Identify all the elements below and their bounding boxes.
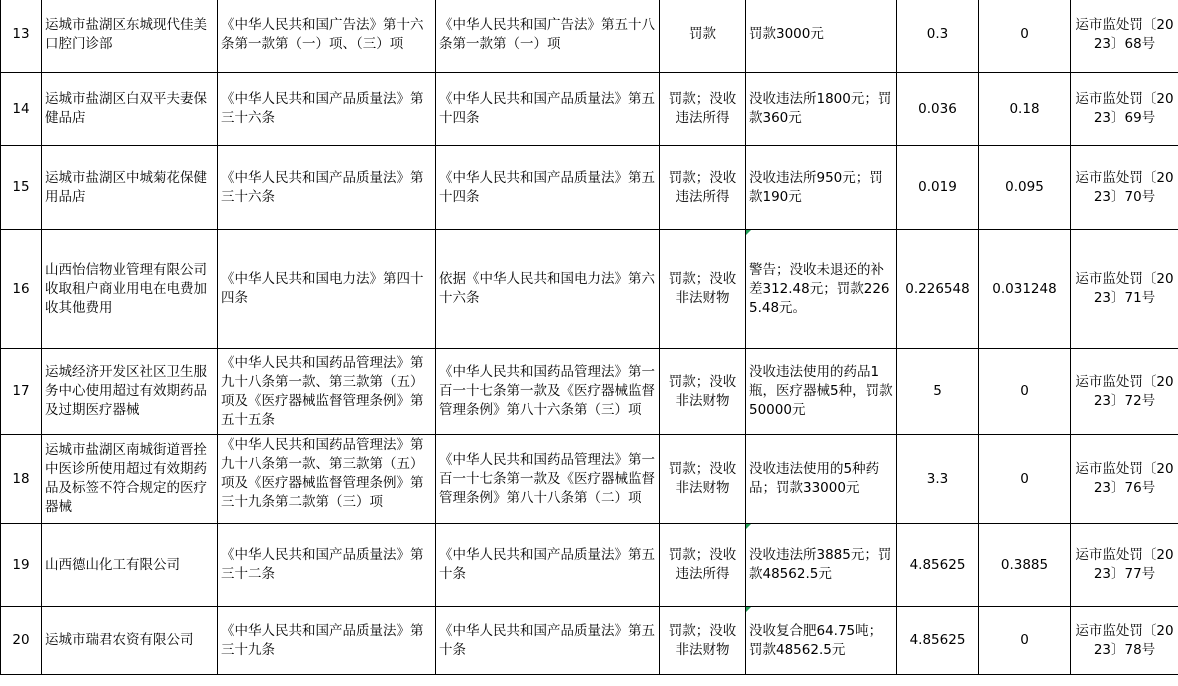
cell-content[interactable]: 没收违法所950元；罚款190元 [746, 146, 897, 230]
cell-fine[interactable]: 0.036 [897, 73, 979, 146]
cell-fine[interactable]: 3.3 [897, 435, 979, 524]
cell-basis[interactable]: 《中华人民共和国电力法》第四十四条 [218, 230, 436, 349]
cell-type[interactable]: 罚款；没收非法财物 [660, 435, 746, 524]
cell-doc-no[interactable]: 运市监处罚〔2023〕69号 [1071, 73, 1178, 146]
cell-fine[interactable]: 5 [897, 349, 979, 435]
cell-confiscated[interactable]: 0.095 [979, 146, 1071, 230]
cell-penalty-basis[interactable]: 依据《中华人民共和国电力法》第六十六条 [436, 230, 660, 349]
table-row [1, 349, 1178, 435]
cell-basis[interactable]: 《中华人民共和国产品质量法》第三十六条 [218, 146, 436, 230]
cell-fine[interactable]: 0.3 [897, 0, 979, 73]
table-row [1, 230, 1178, 349]
table-row [1, 524, 1178, 607]
cell-confiscated[interactable]: 0.031248 [979, 230, 1071, 349]
cell-basis[interactable]: 《中华人民共和国产品质量法》第三十六条 [218, 73, 436, 146]
cell-penalty-basis[interactable]: 《中华人民共和国广告法》第五十八条第一款第（一）项 [436, 0, 660, 73]
cell-basis-text: 《中华人民共和国药品管理法》第九十八条第一款、第三款第（五）项及《医疗器械监督管理条例》第三十九条第二款第（三）项 [221, 437, 424, 510]
cell-type[interactable]: 罚款；没收非法财物 [660, 230, 746, 349]
table-row [1, 435, 1178, 524]
cell-content[interactable]: 没收违法所1800元；罚款360元 [746, 73, 897, 146]
cell-doc-no[interactable]: 运市监处罚〔2023〕78号 [1071, 607, 1178, 675]
cell-type[interactable]: 罚款；没收违法所得 [660, 146, 746, 230]
table-row [1, 607, 1178, 675]
cell-no[interactable]: 15 [1, 146, 42, 230]
cell-no[interactable]: 19 [1, 524, 42, 607]
cell-party[interactable]: 运城市盐湖区白双平夫妻保健品店 [42, 73, 218, 146]
cell-party[interactable]: 运城经济开发区社区卫生服务中心使用超过有效期药品及过期医疗器械 [42, 349, 218, 435]
cell-fine[interactable]: 0.226548 [897, 230, 979, 349]
cell-fine[interactable]: 4.85625 [897, 607, 979, 675]
cell-party[interactable]: 山西怡信物业管理有限公司收取租户商业用电在电费加收其他费用 [42, 230, 218, 349]
cell-party[interactable]: 山西德山化工有限公司 [42, 524, 218, 607]
cell-penalty-basis[interactable]: 《中华人民共和国药品管理法》第一百一十七条第一款及《医疗器械监督管理条例》第八十八条第（二）项 [436, 435, 660, 524]
cell-type[interactable]: 罚款；没收违法所得 [660, 524, 746, 607]
cell-basis[interactable]: 《中华人民共和国产品质量法》第三十二条 [218, 524, 436, 607]
cell-no[interactable]: 14 [1, 73, 42, 146]
cell-fine[interactable]: 4.85625 [897, 524, 979, 607]
cell-doc-no[interactable]: 运市监处罚〔2023〕76号 [1071, 435, 1178, 524]
table-row [1, 73, 1178, 146]
cell-content[interactable]: 没收违法使用的5种药品；罚款33000元 [746, 435, 897, 524]
cell-penalty-basis[interactable]: 《中华人民共和国产品质量法》第五十四条 [436, 146, 660, 230]
cell-penalty-basis[interactable]: 《中华人民共和国产品质量法》第五十条 [436, 607, 660, 675]
cell-doc-no[interactable]: 运市监处罚〔2023〕70号 [1071, 146, 1178, 230]
cell-no[interactable]: 17 [1, 349, 42, 435]
cell-no[interactable]: 20 [1, 607, 42, 675]
cell-type[interactable]: 罚款；没收非法财物 [660, 607, 746, 675]
table-row [1, 146, 1178, 230]
cell-content[interactable]: 没收违法所3885元；罚款48562.5元 [746, 524, 897, 607]
cell-party[interactable]: 运城市瑞君农资有限公司 [42, 607, 218, 675]
cell-content[interactable]: 警告；没收未退还的补差312.48元；罚款2265.48元。 [746, 230, 897, 349]
cell-content[interactable]: 没收违法使用的药品1瓶，医疗器械5种，罚款50000元 [746, 349, 897, 435]
cell-confiscated[interactable]: 0 [979, 435, 1071, 524]
cell-penalty-basis[interactable]: 《中华人民共和国产品质量法》第五十四条 [436, 73, 660, 146]
cell-party[interactable]: 运城市盐湖区东城现代佳美口腔门诊部 [42, 0, 218, 73]
cell-basis[interactable] [218, 435, 436, 524]
cell-confiscated[interactable]: 0.3885 [979, 524, 1071, 607]
cell-content[interactable]: 罚款3000元 [746, 0, 897, 73]
cell-confiscated[interactable]: 0 [979, 349, 1071, 435]
table-row [1, 0, 1178, 73]
cell-party[interactable]: 运城市盐湖区南城街道晋拴中医诊所使用超过有效期药品及标签不符合规定的医疗器械 [42, 435, 218, 524]
cell-doc-no[interactable]: 运市监处罚〔2023〕71号 [1071, 230, 1178, 349]
cell-type[interactable]: 罚款；没收非法财物 [660, 349, 746, 435]
cell-basis[interactable]: 《中华人民共和国广告法》第十六条第一款第（一）项、（三）项 [218, 0, 436, 73]
cell-type[interactable]: 罚款 [660, 0, 746, 73]
cell-content[interactable]: 没收复合肥64.75吨；罚款48562.5元 [746, 607, 897, 675]
cell-no[interactable]: 13 [1, 0, 42, 73]
cell-doc-no[interactable]: 运市监处罚〔2023〕72号 [1071, 349, 1178, 435]
cell-party[interactable]: 运城市盐湖区中城菊花保健用品店 [42, 146, 218, 230]
cell-confiscated[interactable]: 0 [979, 0, 1071, 73]
cell-basis[interactable]: 《中华人民共和国产品质量法》第三十九条 [218, 607, 436, 675]
cell-fine[interactable]: 0.019 [897, 146, 979, 230]
cell-confiscated[interactable]: 0 [979, 607, 1071, 675]
cell-penalty-basis[interactable]: 《中华人民共和国产品质量法》第五十条 [436, 524, 660, 607]
cell-penalty-basis[interactable]: 《中华人民共和国药品管理法》第一百一十七条第一款及《医疗器械监督管理条例》第八十六条第（三）项 [436, 349, 660, 435]
cell-confiscated[interactable]: 0.18 [979, 73, 1071, 146]
cell-no[interactable]: 18 [1, 435, 42, 524]
cell-doc-no[interactable]: 运市监处罚〔2023〕77号 [1071, 524, 1178, 607]
cell-basis[interactable]: 《中华人民共和国药品管理法》第九十八条第一款、第三款第（五）项及《医疗器械监督管理条例》第五十五条 [218, 349, 436, 435]
cell-type[interactable]: 罚款；没收违法所得 [660, 73, 746, 146]
cell-doc-no[interactable]: 运市监处罚〔2023〕68号 [1071, 0, 1178, 73]
cell-no[interactable]: 16 [1, 230, 42, 349]
